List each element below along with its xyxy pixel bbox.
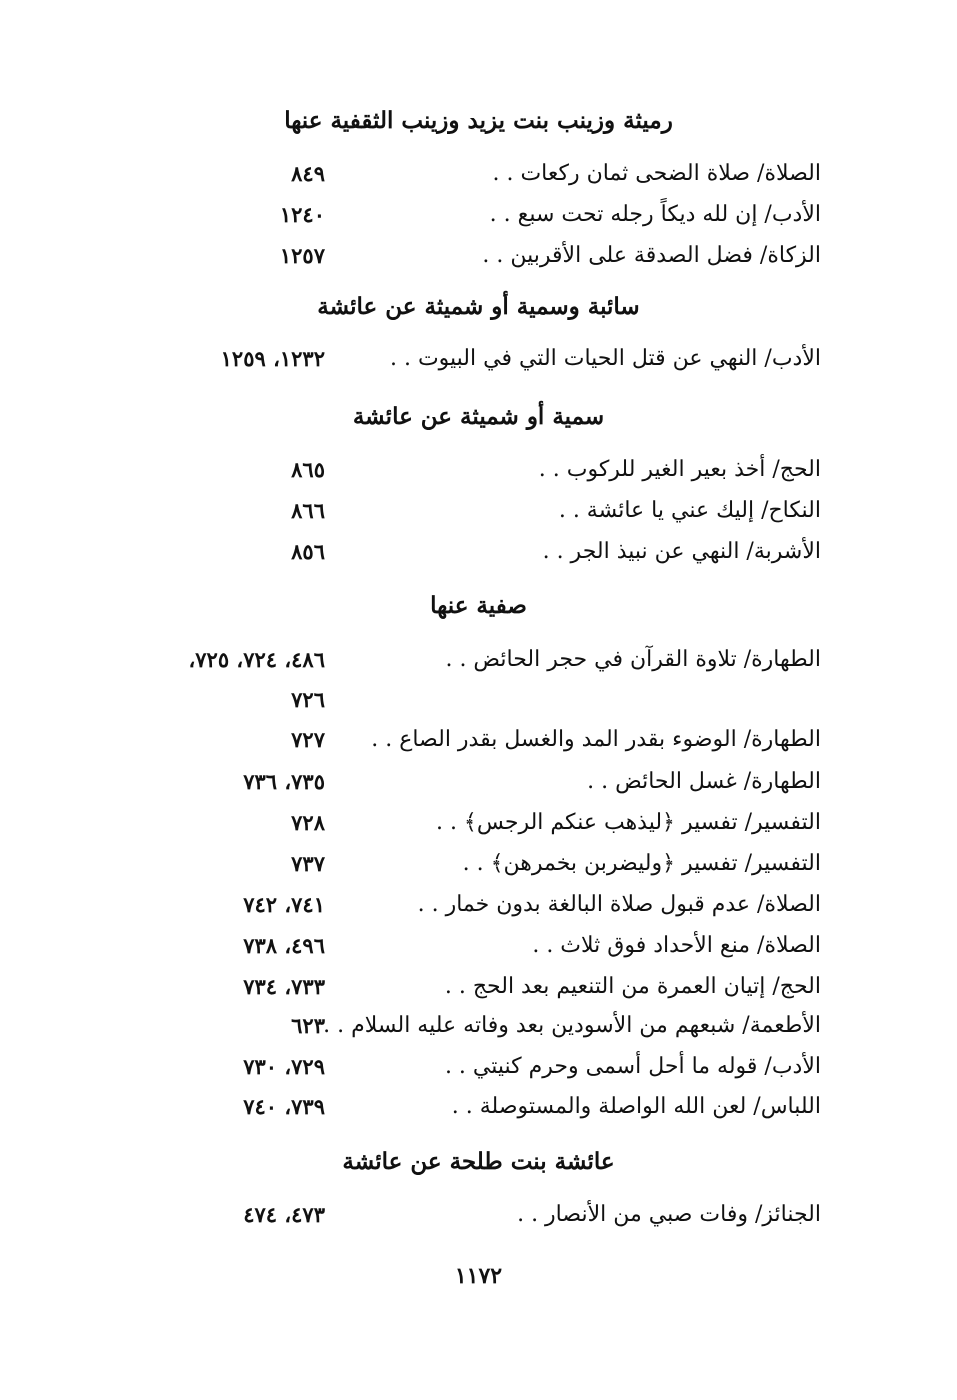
index-entry bbox=[0, 803, 957, 843]
entry-pages: ١٢٥٧ bbox=[279, 243, 325, 268]
index-entry bbox=[0, 532, 957, 572]
entry-topic: اللباس/ لعن الله الواصلة والمستوصلة . . bbox=[451, 1094, 821, 1119]
index-entry bbox=[0, 844, 957, 884]
entry-topic: الأدب/ إن لله ديكاً رجله تحت سبع . . bbox=[489, 202, 821, 227]
entry-pages: ٧٣٩، ٧٤٠ bbox=[243, 1094, 325, 1119]
index-entry bbox=[0, 640, 957, 680]
entry-pages: ٧٤١، ٧٤٢ bbox=[243, 892, 325, 917]
entry-pages: ٤٨٦، ٧٢٤، ٧٢٥، bbox=[188, 647, 325, 672]
index-entry bbox=[0, 1006, 957, 1046]
entry-topic: الجنائز/ وفات صبي من الأنصار . . bbox=[517, 1202, 821, 1227]
entry-topic: الحج/ أخذ بعير الغير للركوب . . bbox=[538, 457, 821, 482]
index-entry bbox=[0, 195, 957, 235]
entry-pages: ٧٢٩، ٧٣٠ bbox=[243, 1054, 325, 1079]
entry-topic: الطهارة/ تلاوة القرآن في حجر الحائض . . bbox=[445, 647, 821, 672]
entry-pages: ١٢٤٠ bbox=[279, 202, 325, 227]
entry-topic: الأشربة/ النهي عن نبيذ الجر . . bbox=[542, 539, 821, 564]
index-entry bbox=[0, 339, 957, 379]
entry-topic: الأدب/ قوله ما أحل أسمى وحرم كنيتي . . bbox=[444, 1054, 821, 1079]
entry-pages: ٧٢٨ bbox=[291, 810, 325, 835]
index-entry bbox=[0, 1047, 957, 1087]
entry-topic: الزكاة/ فضل الصدقة على الأقربين . . bbox=[482, 243, 821, 268]
index-entry bbox=[0, 491, 957, 531]
page-number: ١١٧٢ bbox=[454, 1263, 503, 1289]
entry-pages: ١٢٣٢، ١٢٥٩ bbox=[220, 346, 325, 371]
section-title: عائشة بنت طلحة عن عائشة bbox=[342, 1148, 615, 1175]
entry-pages: ٨٦٥ bbox=[291, 457, 325, 482]
section-title: سمية أو شميثة عن عائشة bbox=[352, 403, 605, 430]
index-entry bbox=[0, 967, 957, 1007]
entry-pages: ٧٣٥، ٧٣٦ bbox=[243, 769, 325, 794]
index-entry bbox=[0, 1087, 957, 1127]
entry-topic: النكاح/ إليك عني يا عائشة . . bbox=[558, 498, 821, 523]
entry-topic: الأدب/ النهي عن قتل الحيات التي في البيوت . . bbox=[389, 346, 821, 371]
entry-pages: ٧٣٣، ٧٣٤ bbox=[243, 974, 325, 999]
section-title: رميثة وزينب بنت يزيد وزينب الثقفية عنها bbox=[284, 107, 673, 134]
entry-topic: الطهارة/ الوضوء بقدر المد والغسل بقدر الصاع . . bbox=[371, 727, 821, 752]
index-entry bbox=[0, 154, 957, 194]
entry-topic: الصلاة/ عدم قبول صلاة البالغة بدون خمار . . bbox=[417, 892, 821, 917]
index-entry bbox=[0, 450, 957, 490]
entry-pages: ٧٢٧ bbox=[291, 727, 325, 752]
entry-topic: الطهارة/ غسل الحائض . . bbox=[587, 769, 821, 794]
entry-topic: الأطعمة/ شبعهم من الأسودين بعد وفاته عليه السلام . . bbox=[323, 1013, 821, 1038]
entry-topic: الحج/ إتيان العمرة من التنعيم بعد الحج . . bbox=[444, 974, 821, 999]
entry-pages: ٦٢٣ bbox=[291, 1013, 325, 1038]
entry-pages: ٧٣٧ bbox=[291, 851, 325, 876]
entry-topic: الصلاة/ منع الأحداد فوق ثلاث . . bbox=[532, 933, 821, 958]
index-entry bbox=[0, 762, 957, 802]
index-entry bbox=[0, 885, 957, 925]
entry-pages-continued: ٧٢٦ bbox=[291, 687, 325, 712]
entry-pages: ٨٥٦ bbox=[291, 539, 325, 564]
index-entry bbox=[0, 926, 957, 966]
entry-pages: ٤٩٦، ٧٣٨ bbox=[243, 933, 325, 958]
index-entry bbox=[0, 236, 957, 276]
entry-pages: ٨٦٦ bbox=[291, 498, 325, 523]
section-title: سائبة وسمية أو شميثة عن عائشة bbox=[317, 293, 640, 320]
index-entry bbox=[0, 720, 957, 760]
entry-topic: التفسير/ تفسير ﴿وليضربن بخمرهن﴾ . . bbox=[462, 851, 821, 876]
entry-pages: ٨٤٩ bbox=[291, 161, 325, 186]
index-entry bbox=[0, 1195, 957, 1235]
entry-pages: ٤٧٣، ٤٧٤ bbox=[243, 1202, 325, 1227]
entry-topic: الصلاة/ صلاة الضحى ثمان ركعات . . bbox=[492, 161, 821, 186]
section-title: صفية عنها bbox=[430, 592, 527, 619]
entry-topic: التفسير/ تفسير ﴿ليذهب عنكم الرجس﴾ . . bbox=[435, 810, 821, 835]
